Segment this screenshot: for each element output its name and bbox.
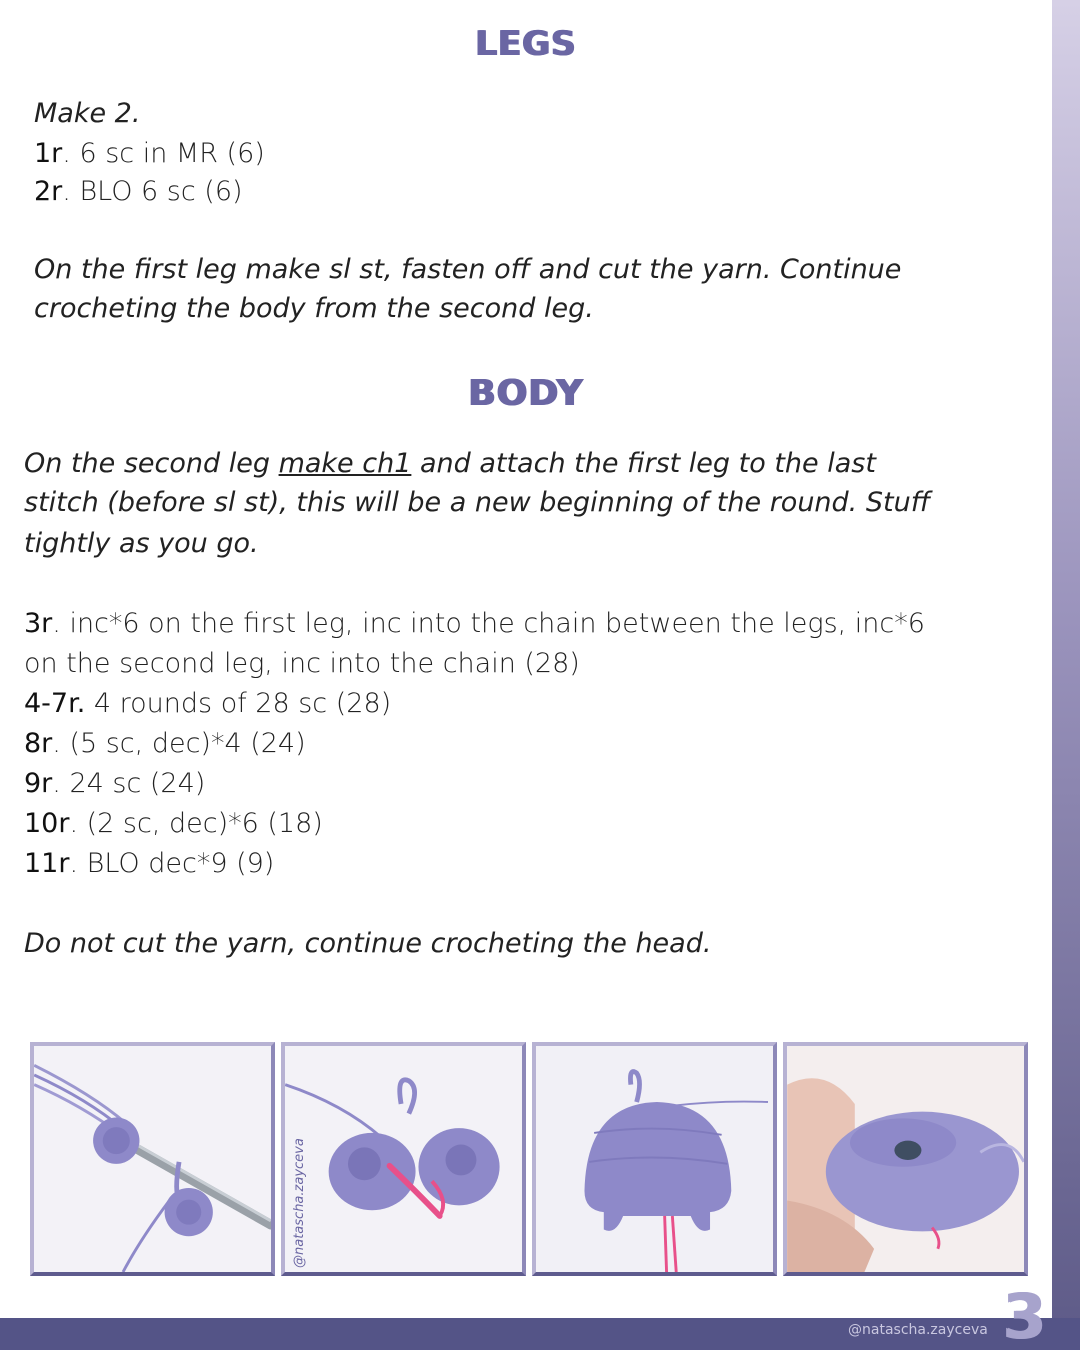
- make-ch1-underlined: make ch1: [278, 448, 412, 479]
- body-intro-line-3: tightly as you go.: [24, 528, 259, 559]
- body-closing-note: Do not cut the yarn, continue crocheting the head.: [24, 928, 712, 959]
- photo-body-in-hand: [783, 1042, 1028, 1276]
- two-legs-illustration: [285, 1046, 522, 1272]
- round-text: . inc*6 on the first leg, inc into the chain between the legs, inc*6: [52, 608, 925, 639]
- body-intro-line-2: stitch (before sl st), this will be a new beginning of the round. Stuff: [24, 487, 931, 518]
- photo-watermark: @natascha.zayceva: [292, 1138, 307, 1268]
- photo-legs-on-hook: [30, 1042, 275, 1276]
- round-text: 4 rounds of 28 sc (28): [85, 688, 392, 719]
- round-label: 11r: [24, 848, 70, 879]
- round-text: . 24 sc (24): [52, 768, 206, 799]
- legs-on-hook-illustration: [34, 1046, 271, 1272]
- round-label: 9r: [24, 768, 53, 799]
- legs-make-count: Make 2.: [34, 98, 141, 129]
- body-heading: BODY: [468, 373, 584, 414]
- stuffed-body-illustration: [536, 1046, 773, 1272]
- round-label: 8r: [24, 728, 53, 759]
- round-text: . (2 sc, dec)*6 (18): [69, 808, 323, 839]
- legs-heading: LEGS: [475, 24, 577, 64]
- intro-text-a: On the second leg: [24, 448, 279, 479]
- legs-round-2: [34, 172, 243, 212]
- page-number: 3: [1002, 1280, 1046, 1353]
- round-text: . BLO dec*9 (9): [69, 848, 275, 879]
- photo-stuffed-body: [532, 1042, 777, 1276]
- round-label: 3r: [24, 608, 53, 639]
- intro-text-b: and attach the first leg to the last: [411, 448, 876, 479]
- round-label: 10r: [24, 808, 70, 839]
- body-intro-line-1: [24, 444, 876, 484]
- footer-handle: @natascha.zayceva: [848, 1322, 988, 1338]
- body-round-4-7: [24, 684, 391, 724]
- right-decor-bar: [1052, 0, 1080, 1350]
- round-label: 4-7r.: [24, 688, 86, 719]
- round-text: . (5 sc, dec)*4 (24): [52, 728, 306, 759]
- legs-note-line-2: crocheting the body from the second leg.: [34, 293, 594, 324]
- photo-two-legs-joined: [281, 1042, 526, 1276]
- body-in-hand-illustration: [787, 1046, 1024, 1272]
- body-round-10: [24, 804, 323, 844]
- legs-round-1: [34, 134, 265, 174]
- round-label: 2r: [34, 176, 63, 207]
- round-text: . BLO 6 sc (6): [62, 176, 243, 207]
- body-round-9: [24, 764, 205, 804]
- legs-note-line-1: On the first leg make sl st, fasten off and cut the yarn. Continue: [34, 254, 902, 285]
- body-round-3-line-2: on the second leg, inc into the chain (28): [24, 648, 580, 679]
- body-round-8: [24, 724, 306, 764]
- round-label: 1r: [34, 138, 63, 169]
- body-round-3-line-1: [24, 604, 925, 644]
- body-round-11: [24, 844, 274, 884]
- round-text: . 6 sc in MR (6): [62, 138, 265, 169]
